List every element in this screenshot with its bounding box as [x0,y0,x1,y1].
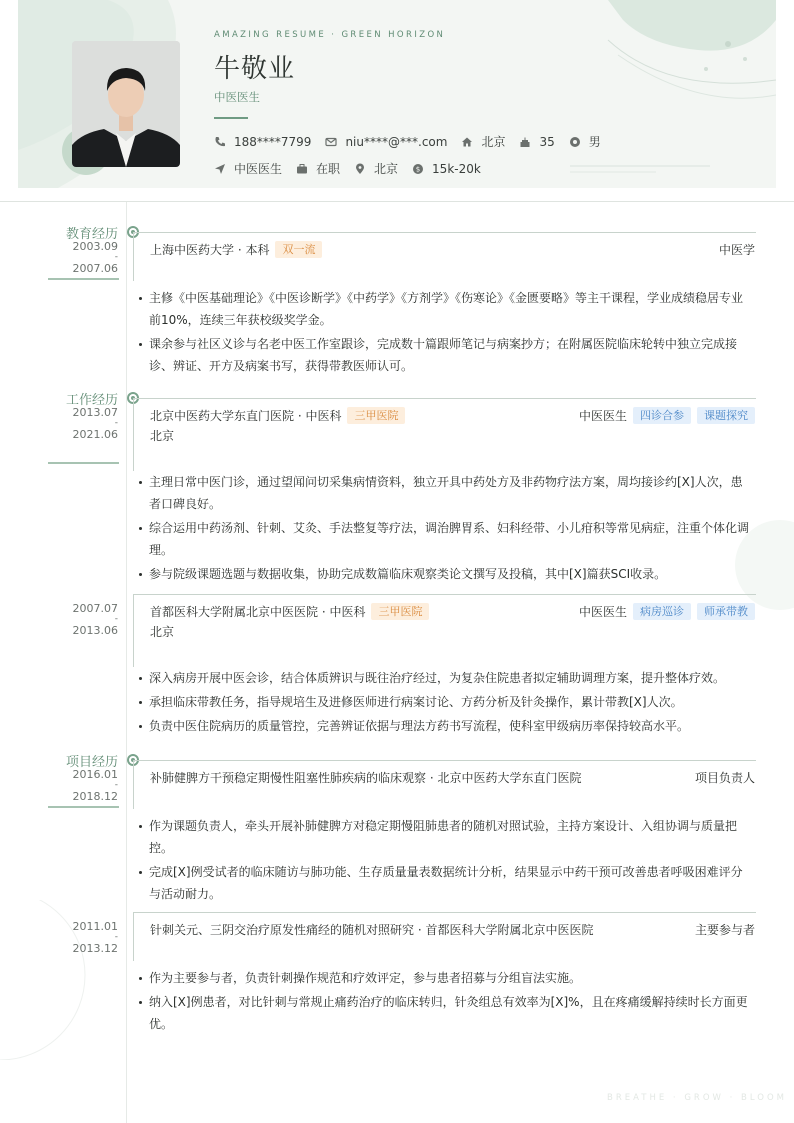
education-bullets [138,287,754,379]
date-range [48,769,118,802]
candidate-title: 中医医生 [214,90,260,104]
salary-text: 15k-20k [432,161,481,176]
date-range [48,921,118,954]
timeline-column-rule [126,202,127,1123]
date-underline [48,278,119,280]
date-dash: - [114,418,118,428]
list-item: 作为课题负责人，牵头开展补肺健脾方对稳定期慢阻肺患者的随机对照试验，主持方案设计、入组协调与质量把控。 [138,815,754,859]
gender-text: 男 [588,135,601,149]
project-bullets [138,967,754,1037]
section-title-education: 教育经历 [65,227,118,242]
end-date: 2007.06 [72,262,118,275]
list-item: 完成[X]例受试者的临床随访与肺功能、生存质量量表数据统计分析，结果显示中药干预可改善患者呼吸困难评分与活动耐力。 [138,861,754,905]
end-date: 2013.12 [72,942,118,955]
project-role: 项目负责人 [694,771,755,785]
footer-tagline: BREATHE · GROW · BLOOM [607,1093,787,1103]
list-item: 深入病房开展中医会诊，结合体质辨识与既往治疗经过，为复杂住院患者拟定辅助调理方案，提升整体疗效。 [138,667,754,689]
svg-text:$: $ [415,165,421,173]
avatar [72,41,180,167]
work-location: 北京 [150,625,175,639]
project-name: 针刺关元、三阴交治疗原发性痛经的随机对照研究 · 首都医科大学附属北京中医医院 [150,923,594,937]
date-dash: - [114,614,118,624]
work-entry-header [150,407,755,424]
phone-item [214,135,311,149]
send-icon [214,163,226,175]
work-bullets [138,667,754,739]
work-bullets [138,471,754,587]
age-item [519,135,554,149]
start-date: 2011.01 [72,920,118,933]
job-intent-row [214,160,495,177]
header-divider [0,201,794,202]
date-dash: - [114,252,118,262]
org-name: 首都医科大学附属北京中医医院 · 中医科 [150,605,366,619]
phone-text: 188****7799 [234,134,312,149]
cake-icon [519,136,531,148]
date-dash: - [114,932,118,942]
start-date: 2013.07 [72,406,118,419]
date-range [48,407,118,440]
org-name: 北京中医药大学东直门医院 · 中医科 [150,409,342,423]
start-date: 2016.01 [72,768,118,781]
date-underline [48,806,119,808]
list-item: 参与院级课题选题与数据收集，协助完成数篇临床观察类论文撰写及投稿，其中[X]篇获SCI收录。 [138,563,754,585]
project-bullets [138,815,754,907]
list-item: 负责中医住院病历的质量管控，完善辨证依据与理法方药书写流程，使科室甲级病历率保持较高水平。 [138,715,754,737]
date-dash: - [114,780,118,790]
contact-row [214,133,615,150]
skill-tag: 病房巡诊 [633,603,691,620]
briefcase-icon [296,163,308,175]
org-tag: 三甲医院 [371,603,429,620]
date-underline [48,462,119,464]
status-item [296,160,340,177]
list-item: 综合运用中药汤剂、针刺、艾灸、手法整复等疗法，调治脾胃系、妇科经带、小儿疳积等常见病症，注重个体化调理。 [138,517,754,561]
end-date: 2021.06 [72,428,118,441]
mail-icon [325,136,337,148]
list-item: 承担临床带教任务，指导规培生及进修医师进行病案讨论、方药分析及针灸操作，累计带教[X]人次。 [138,691,754,713]
home-icon [461,136,473,148]
email-item [325,135,447,149]
start-date: 2007.07 [72,602,118,615]
end-date: 2018.12 [72,790,118,803]
gender-item [569,133,601,150]
money-icon [412,163,424,175]
work-entry-header [150,603,755,620]
education-entry-header [150,241,755,258]
salary-item [412,162,481,176]
gender-icon [569,136,581,148]
project-entry-header [150,769,755,786]
candidate-name: 牛敬业 [214,54,296,84]
major: 中医学 [718,243,755,257]
project-role: 主要参与者 [694,923,755,937]
list-item: 纳入[X]例患者，对比针刺与常规止痛药治疗的临床转归，针灸组总有效率为[X]%，且在疼痛缓解持续时长方面更优。 [138,991,754,1035]
start-date: 2003.09 [72,240,118,253]
list-item: 作为主要参与者，负责针刺操作规范和疗效评定，参与患者招募与分组盲法实施。 [138,967,754,989]
list-item: 课余参与社区义诊与名老中医工作室跟诊，完成数十篇跟师笔记与病案抄方；在附属医院临床轮转中独立完成接诊、辨证、开方及病案书写，获得带教医师认可。 [138,333,754,377]
school-name: 上海中医药大学 · 本科 [150,243,270,257]
date-range [48,241,118,274]
job-intent-text: 中医医生 [234,162,283,176]
project-entry-header [150,921,755,938]
date-range [48,603,118,636]
age-text: 35 [539,134,555,149]
skill-tag: 师承带教 [697,603,755,620]
portrait-image [72,41,180,167]
phone-icon [214,136,226,148]
project-name: 补肺健脾方干预稳定期慢性阻塞性肺疾病的临床观察 · 北京中医药大学东直门医院 [150,771,582,785]
section-title-projects: 项目经历 [65,755,118,770]
city-text: 北京 [481,135,506,149]
status-text: 在职 [316,162,341,176]
list-item: 主理日常中医门诊，通过望闻问切采集病情资料，独立开具中药处方及非药物疗法方案，周均接诊约[X]人次，患者口碑良好。 [138,471,754,515]
pin-icon [354,163,366,175]
job-intent-item [214,160,282,177]
target-city-item [354,160,398,177]
section-title-work: 工作经历 [65,393,118,408]
list-item: 主修《中医基础理论》《中医诊断学》《中药学》《方剂学》《伤寒论》《金匮要略》等主干课程，学业成绩稳居专业前10%，连续三年获校级奖学金。 [138,287,754,331]
work-location: 北京 [150,429,175,443]
role: 中医医生 [578,605,627,619]
end-date: 2013.06 [72,624,118,637]
skill-tag: 四诊合参 [633,407,691,424]
city-item [461,133,505,150]
target-city-text: 北京 [374,162,399,176]
school-tag: 双一流 [275,241,322,258]
email-text: niu****@***.com [345,134,448,149]
skill-tag: 课题探究 [697,407,755,424]
title-underline [214,117,248,119]
org-tag: 三甲医院 [347,407,405,424]
header-tagline: AMAZING RESUME · GREEN HORIZON [214,30,446,40]
role: 中医医生 [578,409,627,423]
